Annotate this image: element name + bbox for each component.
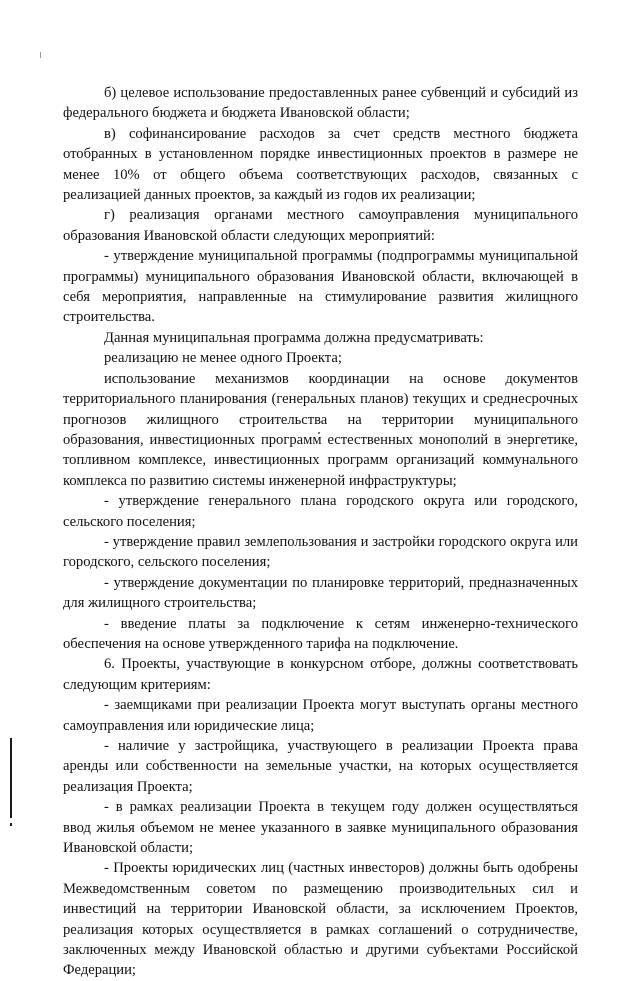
paragraph-connection-fee: - введение платы за подключение к сетям инженерно-технического обеспечения на основе утвержденного тарифа на подключение. xyxy=(63,615,578,652)
paragraph-criteria-6: 6. Проекты, участвующие в конкурсном отборе, должны соответствовать следующим критериям: xyxy=(63,656,578,693)
paragraph-v: в) софинансирование расходов за счет средств местного бюджета отобранных в установленном порядке инвестиционных проектов в размере не менее 10% от общего объема соответствующих расходов, связанных с реализацией данных проектов, за каждый из годов их реализации; xyxy=(63,125,578,204)
paragraph-general-plan: - утверждение генерального плана городского округа или городского, сельского поселения; xyxy=(63,493,578,530)
paragraph-land-use-rules: - утверждение правил землепользования и застройки городского округа или городского, сельского поселения; xyxy=(63,533,578,571)
document-body xyxy=(63,83,578,981)
paragraph-housing-commissioning: - в рамках реализации Проекта в текущем году должен осуществляться ввод жилья объемом не менее указанного в заявке муниципального образования Ивановской области; xyxy=(63,799,578,857)
paragraph-b: б) целевое использование предоставленных ранее субвенций и субсидий из федерального бюджета и бюджета Ивановской области; xyxy=(63,85,578,122)
paragraph-g: г) реализация органами местного самоуправления муниципального образования Ивановской области следующих мероприятий: xyxy=(63,207,578,244)
paragraph-borrowers: - заемщиками при реализации Проекта могут выступать органы местного самоуправления или юридические лица; xyxy=(63,697,578,734)
paragraph-coordination: использование механизмов координации на основе документов территориального планирования (генеральных планов) текущих и среднесрочных прогнозов жилищного строительства на территории муниципального образования, инвестиционных программ естественных монополий в энергетике, топливном комплексе, инвестиционных программ организаций коммунального комплекса по развитию системы инженерной инфраструктуры; xyxy=(63,370,578,489)
paragraph-land-rights: - наличие у застройщика, участвующего в реализации Проекта права аренды или собственности на земельные участки, на которых осуществляется реализация Проекта; xyxy=(63,738,578,795)
scan-artifact xyxy=(40,52,41,58)
scan-artifact xyxy=(10,823,12,826)
scan-artifact xyxy=(10,738,12,818)
paragraph-program-approval: - утверждение муниципальной программы (подпрограммы муниципальной программы) муниципального образования Ивановской области, включающей в себя мероприятия, направленные на стимулирование развития жилищного строительства. xyxy=(63,248,578,326)
paragraph-private-investors: - Проекты юридических лиц (частных инвесторов) должны быть одобрены Межведомственным советом по размещению производительных сил и инвестиций на территории Ивановской области, за исключением Проектов, реализация которых осуществляется в рамках соглашений о сотрудничестве, заключенных между Ивановской областью и другими субъектами Российской Федерации; xyxy=(63,860,578,979)
paragraph-one-project: реализацию не менее одного Проекта; xyxy=(104,350,342,367)
paragraph-planning-docs: - утверждение документации по планировке территорий, предназначенных для жилищного строительства; xyxy=(63,574,578,612)
paragraph-program-provisions: Данная муниципальная программа должна предусматривать: xyxy=(104,329,484,346)
